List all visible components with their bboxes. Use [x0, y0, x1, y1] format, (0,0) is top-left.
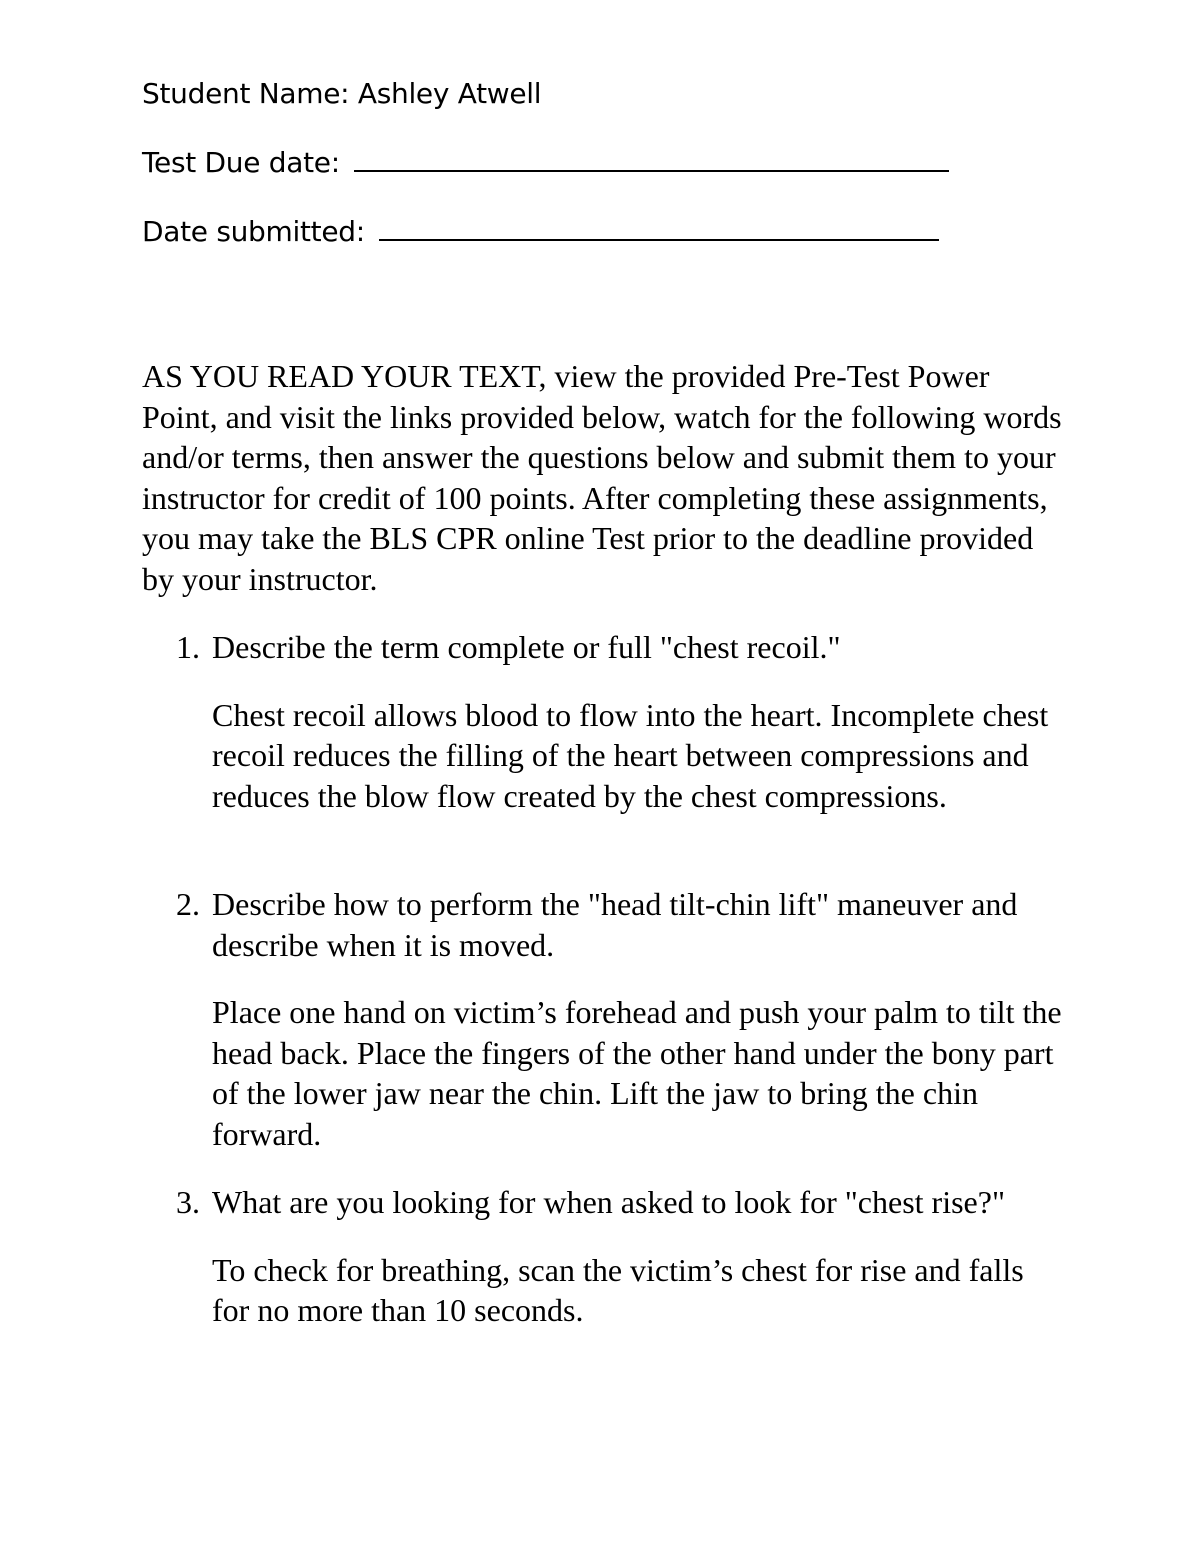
question-item [142, 1182, 1067, 1331]
question-number: 3. [176, 1184, 200, 1220]
student-name-line: Student Name: Ashley Atwell [142, 77, 542, 110]
question-text-row [142, 1182, 1067, 1223]
question-number: 2. [176, 886, 200, 922]
question-text: What are you looking for when asked to look for "chest rise?" [212, 1184, 1005, 1220]
date-submitted-line [142, 215, 939, 249]
test-due-date-line [142, 146, 949, 180]
answer-text: Chest recoil allows blood to flow into the heart. Incomplete chest recoil reduces the filling of the heart between compressions and reduces the blow flow created by the chest compressions. [212, 696, 1049, 814]
answer-text: Place one hand on victim’s forehead and push your palm to tilt the head back. Place the fingers of the other hand under the bony part of the lower jaw near the chin. Lift the jaw to bring the chin forward. [212, 994, 1062, 1152]
question-text: Describe the term complete or full "chest recoil." [212, 629, 841, 665]
question-item [142, 627, 1067, 816]
question-text-row [142, 884, 1067, 965]
date-submitted-label: Date submitted: [142, 215, 365, 248]
question-number: 1. [176, 629, 200, 665]
date-submitted-blank [379, 217, 939, 241]
test-due-date-blank [354, 148, 949, 172]
question-item [142, 884, 1067, 1155]
test-due-date-label: Test Due date: [142, 146, 340, 179]
question-text: Describe how to perform the "head tilt-chin lift" maneuver and describe when it is moved. [212, 886, 1018, 963]
answer-text: To check for breathing, scan the victim’s chest for rise and falls for no more than 10 seconds. [212, 1251, 1024, 1329]
instructions-paragraph: AS YOU READ YOUR TEXT, view the provided Pre-Test Power Point, and visit the links provided below, watch for the following words and/or terms, then answer the questions below and submit them to your instructor for credit of 100 points. After completing these assignments, you may take the BLS CPR online Test prior to the deadline provided by your instructor. [142, 358, 1062, 597]
question-text-row [142, 627, 1067, 668]
